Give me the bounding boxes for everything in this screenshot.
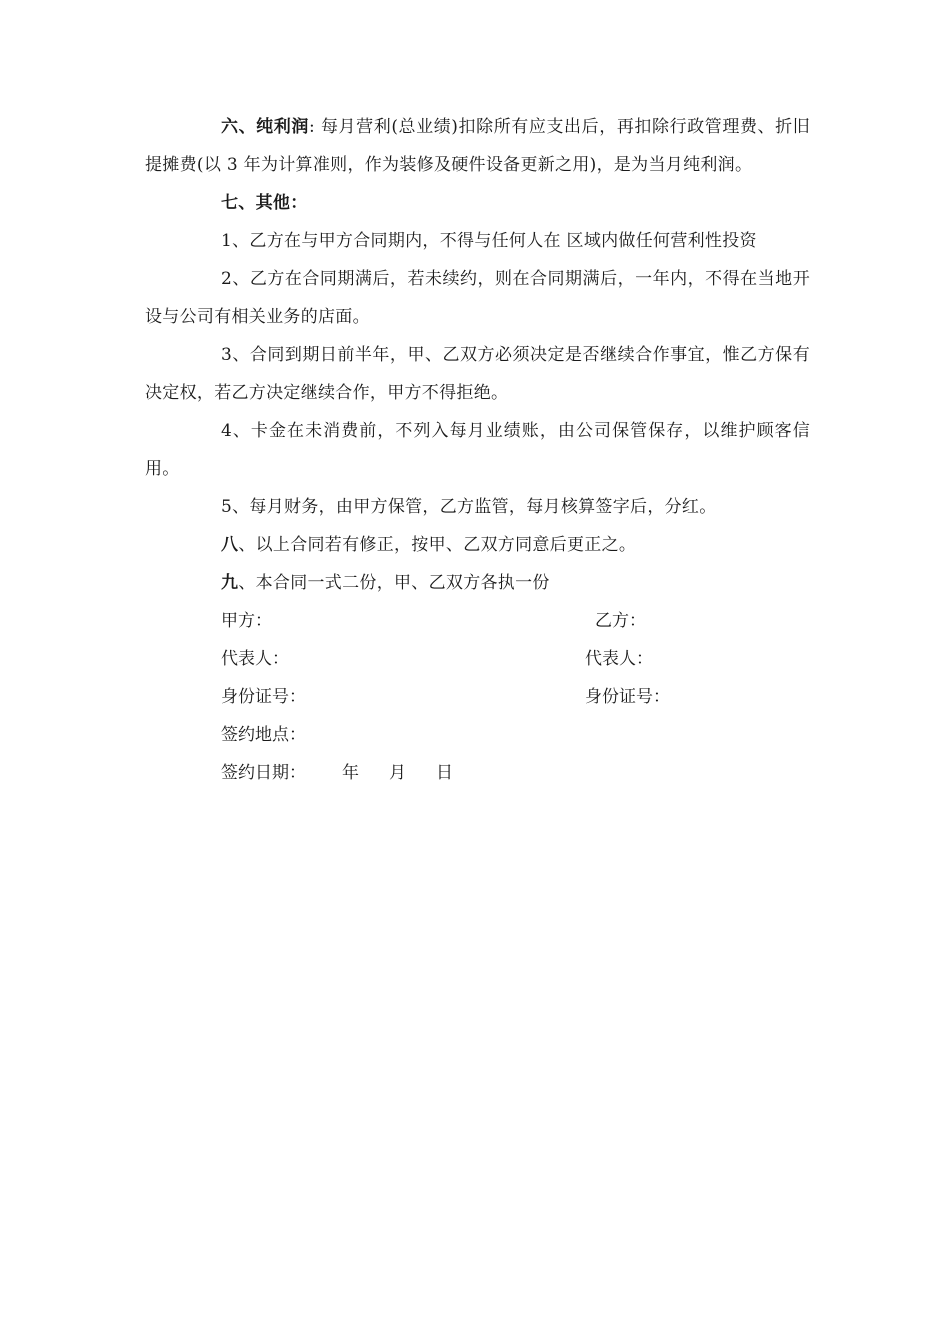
section-eight-heading: 八 bbox=[221, 535, 239, 555]
place-label: 签约地点： bbox=[221, 725, 306, 745]
date-day: 日 bbox=[436, 763, 453, 783]
signature-id-row bbox=[145, 678, 810, 716]
id-a-label: 身份证号： bbox=[221, 687, 306, 707]
signature-rep-row bbox=[145, 640, 810, 678]
section-seven-item-2: 2、乙方在合同期满后，若未续约，则在合同期满后，一年内，不得在当地开设与公司有相关业务的店面。 bbox=[145, 269, 810, 327]
section-six-heading: 六、纯利润 bbox=[221, 117, 309, 137]
section-nine-heading: 九 bbox=[221, 573, 239, 593]
section-nine-text: 、本合同一式二份，甲、乙双方各执一份 bbox=[238, 573, 550, 593]
date-month: 月 bbox=[389, 763, 406, 783]
rep-a-label: 代表人： bbox=[221, 649, 289, 669]
signature-place-row bbox=[145, 716, 810, 754]
date-label: 签约日期： bbox=[221, 763, 306, 783]
section-six-paragraph bbox=[145, 108, 810, 184]
section-eight-paragraph bbox=[145, 526, 810, 564]
date-year: 年 bbox=[342, 763, 359, 783]
signature-date-row bbox=[145, 754, 810, 792]
section-nine-paragraph bbox=[145, 564, 810, 602]
date-line bbox=[221, 754, 453, 792]
section-seven-item-1: 1、乙方在与甲方合同期内，不得与任何人在 区域内做任何营利性投资 bbox=[221, 231, 757, 251]
section-seven-item-5: 5、每月财务，由甲方保管，乙方监管，每月核算签字后，分红。 bbox=[221, 497, 717, 517]
document-body bbox=[145, 108, 810, 792]
signature-party-row bbox=[145, 602, 810, 640]
party-b-label: 乙方： bbox=[595, 611, 646, 631]
rep-b-label: 代表人： bbox=[585, 649, 653, 669]
id-b-label: 身份证号： bbox=[585, 687, 670, 707]
section-seven-item-4: 4、卡金在未消费前，不列入每月业绩账，由公司保管保存，以维护顾客信用。 bbox=[145, 421, 810, 479]
section-seven-item-3: 3、合同到期日前半年，甲、乙双方必须决定是否继续合作事宜，惟乙方保有决定权，若乙方决定继续合作，甲方不得拒绝。 bbox=[145, 345, 810, 403]
section-eight-text: 、以上合同若有修正，按甲、乙双方同意后更正之。 bbox=[238, 535, 637, 555]
section-seven-heading: 七、其他： bbox=[221, 193, 308, 213]
section-six-text: : 每月营利(总业绩)扣除所有应支出后，再扣除行政管理费、折旧提摊费(以 3 年为计算准则，作为装修及硬件设备更新之用)，是为当月纯利润。 bbox=[145, 117, 811, 175]
party-a-label: 甲方： bbox=[221, 611, 272, 631]
